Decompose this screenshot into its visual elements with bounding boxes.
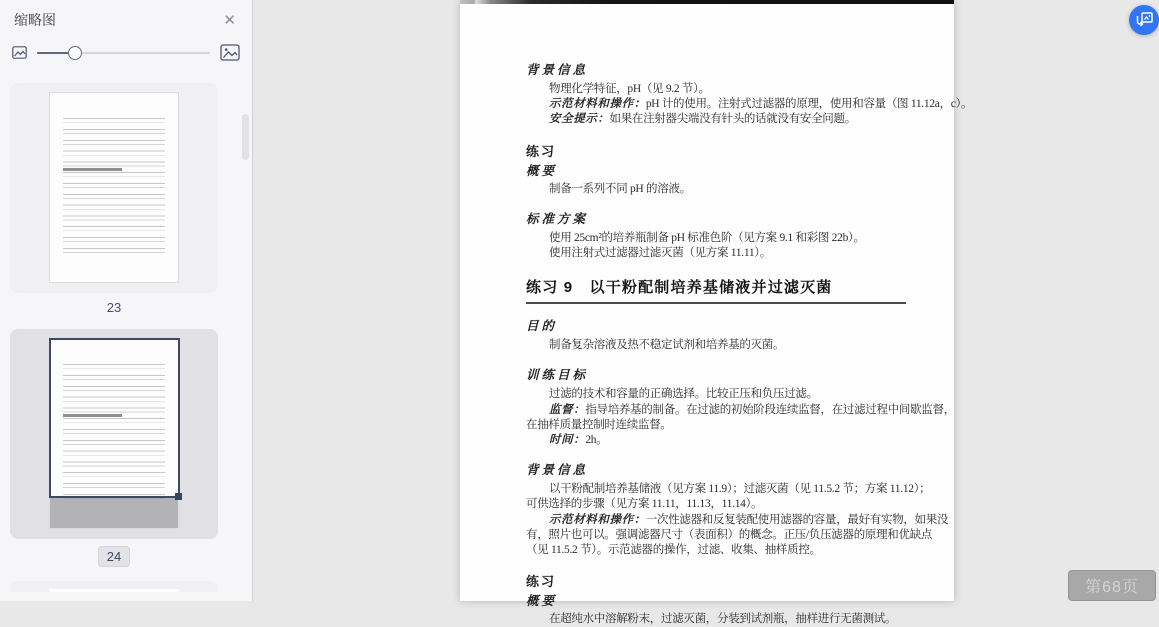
page-indicator-badge [1068, 570, 1156, 601]
page-indicator-text: 第68页 [1085, 579, 1139, 596]
kai-lead-label: 安全提示： [549, 113, 610, 126]
doc-line: 示范材料和操作：一次性滤器和反复装配使用滤器的容量，最好有实物，如果没 [549, 513, 949, 526]
thumbnail-size-slider[interactable] [37, 45, 210, 61]
document-viewer [253, 0, 1156, 626]
exercise-heading: 练习 [526, 143, 557, 159]
kai-lead-label: 时间： [549, 434, 586, 447]
thumbnail-page-24[interactable] [10, 329, 218, 539]
document-content [460, 0, 973, 626]
section-heading: 标准方案 [526, 211, 589, 226]
sidebar-title: 缩略图 [14, 12, 56, 28]
offscreen-region-overlay [50, 498, 178, 528]
close-icon[interactable]: ✕ [223, 11, 236, 29]
doc-line: 可供选择的步骤（见方案 11.11，11.13，11.14）。 [526, 498, 763, 511]
doc-line: 过滤的技术和容量的正确选择。比较正压和负压过滤。 [549, 388, 818, 401]
thumbnail-page-23[interactable] [10, 83, 218, 293]
doc-line: 使用注射式过滤器过滤灭菌（见方案 11.11）。 [549, 247, 771, 260]
thumbnail-small-icon[interactable] [12, 46, 27, 59]
section-heading: 背景信息 [526, 63, 589, 77]
doc-line: 以干粉配制培养基储液（见方案 11.9）；过滤灭菌（见 11.5.2 节；方案 11.12）； [549, 483, 931, 496]
section-heading: 概要 [526, 163, 558, 178]
section-heading: 概要 [526, 594, 558, 609]
doc-line: 示范材料和操作：pH 计的使用。注射式过滤器的原理，使用和容量（图 11.12a，c）。 [549, 98, 973, 111]
kai-lead-label: 监督： [549, 403, 586, 416]
page-number-text: 23 [106, 300, 122, 315]
image-capture-button[interactable] [1129, 5, 1159, 35]
thumbnail-page-number [10, 546, 218, 567]
thumbnail-preview [49, 92, 179, 283]
thumbnail-list [0, 71, 252, 592]
chapter-title: 练习 9 以干粉配制培养基储液并过滤灭菌 [526, 276, 906, 304]
kai-lead-label: 示范材料和操作： [549, 98, 646, 111]
doc-line: 在超纯水中溶解粉末，过滤灭菌，分装到试剂瓶，抽样进行无菌测试。 [549, 613, 897, 626]
thumbnail-preview [49, 338, 179, 529]
section-heading: 训练目标 [526, 368, 589, 383]
doc-line: 在抽样质量控制时连续监督。 [526, 418, 672, 431]
doc-line: 安全提示：如果在注射器尖端没有针头的话就没有安全问题。 [549, 113, 856, 126]
exercise-heading: 练习 [526, 574, 557, 590]
doc-line: 有，照片也可以。强调滤器尺寸（表面积）的概念。正压/负压滤器的原理和优缺点 [526, 528, 933, 541]
thumbnail-text-texture [63, 115, 165, 254]
doc-line: 监督：指导培养基的制备。在过滤的初始阶段连续监督，在过滤过程中间歇监督， [549, 403, 955, 416]
thumbnail-size-controls [0, 36, 252, 71]
section-heading: 目的 [526, 319, 558, 334]
document-page [460, 0, 973, 626]
doc-line: 制备复杂溶液及热不稳定试剂和培养基的灭菌。 [549, 339, 785, 352]
doc-line: 使用 25cm²的培养瓶制备 pH 标准色阶（见方案 9.1 和彩图 22b）。 [549, 231, 865, 244]
section-heading: 背景信息 [526, 463, 589, 478]
current-page-badge: 24 [98, 546, 130, 567]
kai-lead-label: 示范材料和操作： [549, 513, 646, 526]
doc-line: 时间：2h。 [549, 434, 608, 447]
slider-thumb[interactable] [68, 46, 82, 60]
thumbnail-page-number [10, 300, 218, 315]
thumbnail-preview [49, 589, 179, 592]
doc-line: 物理化学特征，pH（见 9.2 节）。 [549, 83, 710, 95]
thumbnail-page-25-partial[interactable] [10, 581, 218, 592]
current-view-indicator[interactable] [49, 338, 180, 498]
sidebar-scrollbar[interactable] [242, 114, 249, 160]
sidebar-header [0, 0, 252, 36]
doc-line: 制备一系列不同 pH 的溶液。 [549, 182, 691, 195]
thumbnail-sidebar [0, 0, 253, 601]
thumbnail-large-icon[interactable] [220, 44, 240, 61]
doc-line: （见 11.5.2 节）。示范滤器的操作，过滤、收集、抽样质控。 [526, 544, 821, 557]
